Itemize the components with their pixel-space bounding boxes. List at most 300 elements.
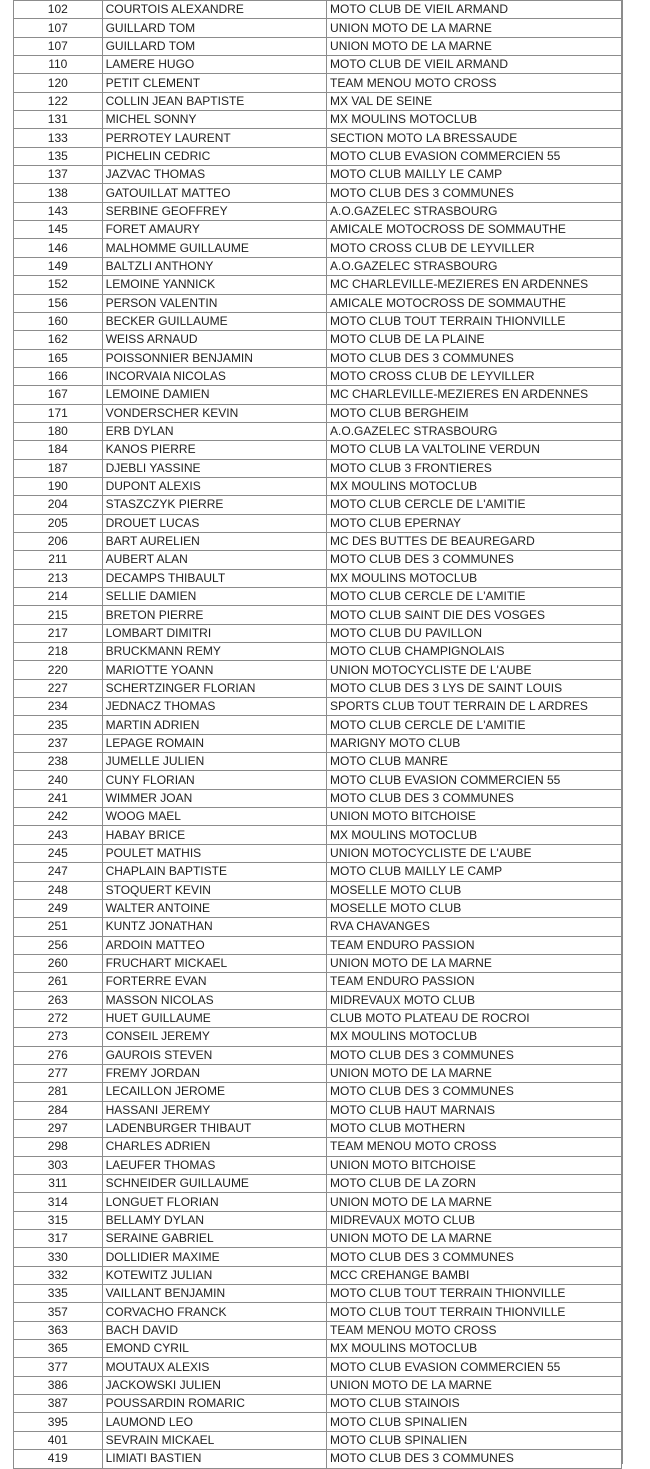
- rider-number-cell: 297: [14, 1119, 103, 1137]
- rider-name-cell: BACH DAVID: [102, 1321, 326, 1339]
- rider-number-cell: 213: [14, 569, 103, 587]
- rider-name-cell: BELLAMY DYLAN: [102, 1211, 326, 1229]
- rider-name-cell: ARDOIN MATTEO: [102, 936, 326, 954]
- rider-name-cell: MASSON NICOLAS: [102, 991, 326, 1009]
- table-row: [14, 129, 622, 147]
- rider-number-cell: 165: [14, 349, 103, 367]
- table-row: [14, 221, 622, 239]
- table-row: [14, 1156, 622, 1174]
- rider-number-cell: 395: [14, 1413, 103, 1431]
- rider-number-cell: 317: [14, 1230, 103, 1248]
- rider-club-cell: MOTO CLUB DES 3 COMMUNES: [327, 789, 622, 807]
- rider-club-cell: MOTO CLUB TOUT TERRAIN THIONVILLE: [327, 1285, 622, 1303]
- rider-number-cell: 180: [14, 422, 103, 440]
- rider-club-cell: TEAM MENOU MOTO CROSS: [327, 1321, 622, 1339]
- rider-club-cell: MX MOULINS MOTOCLUB: [327, 826, 622, 844]
- rider-name-cell: WOOG MAEL: [102, 808, 326, 826]
- rider-name-cell: JUMELLE JULIEN: [102, 753, 326, 771]
- rider-name-cell: SERAINE GABRIEL: [102, 1230, 326, 1248]
- rider-club-cell: MOTO CLUB DES 3 COMMUNES: [327, 551, 622, 569]
- rider-number-cell: 110: [14, 56, 103, 74]
- rider-club-cell: MOTO CLUB DES 3 COMMUNES: [327, 1450, 622, 1468]
- rider-number-cell: 107: [14, 37, 103, 55]
- rider-name-cell: LEMOINE DAMIEN: [102, 386, 326, 404]
- rider-club-cell: SECTION MOTO LA BRESSAUDE: [327, 129, 622, 147]
- rider-number-cell: 138: [14, 184, 103, 202]
- rider-number-cell: 303: [14, 1156, 103, 1174]
- rider-name-cell: CONSEIL JEREMY: [102, 1028, 326, 1046]
- rider-name-cell: JEDNACZ THOMAS: [102, 698, 326, 716]
- rider-name-cell: GATOUILLAT MATTEO: [102, 184, 326, 202]
- rider-name-cell: PETIT CLEMENT: [102, 74, 326, 92]
- rider-club-cell: MOSELLE MOTO CLUB: [327, 881, 622, 899]
- rider-club-cell: MOTO CLUB DE VIEIL ARMAND: [327, 1, 622, 19]
- table-row: [14, 349, 622, 367]
- rider-number-cell: 167: [14, 386, 103, 404]
- rider-name-cell: FREMY JORDAN: [102, 1064, 326, 1082]
- rider-name-cell: SERBINE GEOFFREY: [102, 202, 326, 220]
- rider-number-cell: 273: [14, 1028, 103, 1046]
- rider-name-cell: KOTEWITZ JULIAN: [102, 1266, 326, 1284]
- rider-name-cell: PERSON VALENTIN: [102, 294, 326, 312]
- rider-name-cell: ERB DYLAN: [102, 422, 326, 440]
- table-row: [14, 643, 622, 661]
- rider-name-cell: SEVRAIN MICKAEL: [102, 1431, 326, 1449]
- rider-name-cell: CHARLES ADRIEN: [102, 1138, 326, 1156]
- rider-number-cell: 298: [14, 1138, 103, 1156]
- rider-club-cell: MOTO CLUB BERGHEIM: [327, 404, 622, 422]
- table-row: [14, 808, 622, 826]
- rider-number-cell: 237: [14, 734, 103, 752]
- table-row: [14, 1101, 622, 1119]
- table-row: [14, 1450, 622, 1468]
- table-row: [14, 661, 622, 679]
- rider-number-cell: 311: [14, 1175, 103, 1193]
- rider-name-cell: INCORVAIA NICOLAS: [102, 367, 326, 385]
- table-row: [14, 1230, 622, 1248]
- rider-name-cell: WALTER ANTOINE: [102, 899, 326, 917]
- rider-name-cell: DECAMPS THIBAULT: [102, 569, 326, 587]
- table-row: [14, 1395, 622, 1413]
- rider-name-cell: FORET AMAURY: [102, 221, 326, 239]
- rider-club-cell: MX MOULINS MOTOCLUB: [327, 1340, 622, 1358]
- table-row: [14, 1431, 622, 1449]
- table-row: [14, 1248, 622, 1266]
- rider-name-cell: KUNTZ JONATHAN: [102, 918, 326, 936]
- table-row: [14, 1358, 622, 1376]
- rider-number-cell: 149: [14, 257, 103, 275]
- rider-number-cell: 243: [14, 826, 103, 844]
- rider-number-cell: 205: [14, 514, 103, 532]
- rider-club-cell: MOTO CLUB DES 3 LYS DE SAINT LOUIS: [327, 679, 622, 697]
- table-row: [14, 954, 622, 972]
- rider-club-cell: MOTO CLUB MAILLY LE CAMP: [327, 863, 622, 881]
- table-row: [14, 1376, 622, 1394]
- rider-club-cell: MOTO CLUB DES 3 COMMUNES: [327, 349, 622, 367]
- rider-name-cell: PERROTEY LAURENT: [102, 129, 326, 147]
- rider-number-cell: 234: [14, 698, 103, 716]
- rider-club-cell: UNION MOTOCYCLISTE DE L'AUBE: [327, 844, 622, 862]
- rider-name-cell: VAILLANT BENJAMIN: [102, 1285, 326, 1303]
- table-row: [14, 569, 622, 587]
- rider-number-cell: 377: [14, 1358, 103, 1376]
- rider-club-cell: MX VAL DE SEINE: [327, 92, 622, 110]
- rider-number-cell: 215: [14, 606, 103, 624]
- rider-club-cell: MOTO CLUB DU PAVILLON: [327, 624, 622, 642]
- rider-name-cell: SELLIE DAMIEN: [102, 588, 326, 606]
- rider-club-cell: MC CHARLEVILLE-MEZIERES EN ARDENNES: [327, 276, 622, 294]
- rider-club-cell: MOTO CLUB SAINT DIE DES VOSGES: [327, 606, 622, 624]
- rider-club-cell: MOTO CLUB HAUT MARNAIS: [327, 1101, 622, 1119]
- rider-club-cell: MOTO CLUB DES 3 COMMUNES: [327, 184, 622, 202]
- rider-name-cell: LEMOINE YANNICK: [102, 276, 326, 294]
- rider-club-cell: MIDREVAUX MOTO CLUB: [327, 1211, 622, 1229]
- rider-club-cell: MOTO CLUB MOTHERN: [327, 1119, 622, 1137]
- table-row: [14, 1119, 622, 1137]
- rider-number-cell: 387: [14, 1395, 103, 1413]
- table-row: [14, 19, 622, 37]
- rider-number-cell: 315: [14, 1211, 103, 1229]
- rider-name-cell: HABAY BRICE: [102, 826, 326, 844]
- rider-name-cell: BRUCKMANN REMY: [102, 643, 326, 661]
- rider-name-cell: AUBERT ALAN: [102, 551, 326, 569]
- rider-number-cell: 260: [14, 954, 103, 972]
- rider-number-cell: 218: [14, 643, 103, 661]
- rider-number-cell: 107: [14, 19, 103, 37]
- table-row: [14, 588, 622, 606]
- rider-number-cell: 248: [14, 881, 103, 899]
- rider-club-cell: MOTO CLUB 3 FRONTIERES: [327, 459, 622, 477]
- rider-name-cell: SCHERTZINGER FLORIAN: [102, 679, 326, 697]
- rider-number-cell: 284: [14, 1101, 103, 1119]
- table-row: [14, 1303, 622, 1321]
- table-row: [14, 753, 622, 771]
- rider-club-cell: MOTO CLUB CHAMPIGNOLAIS: [327, 643, 622, 661]
- table-row: [14, 111, 622, 129]
- rider-number-cell: 235: [14, 716, 103, 734]
- table-row: [14, 37, 622, 55]
- rider-number-cell: 102: [14, 1, 103, 19]
- rider-name-cell: LECAILLON JEROME: [102, 1083, 326, 1101]
- rider-name-cell: LIMIATI BASTIEN: [102, 1450, 326, 1468]
- rider-club-cell: MOTO CLUB DES 3 COMMUNES: [327, 1046, 622, 1064]
- table-row: [14, 239, 622, 257]
- rider-name-cell: LEPAGE ROMAIN: [102, 734, 326, 752]
- rider-name-cell: CHAPLAIN BAPTISTE: [102, 863, 326, 881]
- table-row: [14, 459, 622, 477]
- rider-name-cell: FRUCHART MICKAEL: [102, 954, 326, 972]
- table-row: [14, 1064, 622, 1082]
- rider-name-cell: COLLIN JEAN BAPTISTE: [102, 92, 326, 110]
- table-row: [14, 312, 622, 330]
- table-row: [14, 551, 622, 569]
- table-row: [14, 716, 622, 734]
- table-row: [14, 1175, 622, 1193]
- table-row: [14, 1285, 622, 1303]
- rider-number-cell: 419: [14, 1450, 103, 1468]
- rider-name-cell: BRETON PIERRE: [102, 606, 326, 624]
- rider-name-cell: DROUET LUCAS: [102, 514, 326, 532]
- rider-number-cell: 241: [14, 789, 103, 807]
- rider-club-cell: MX MOULINS MOTOCLUB: [327, 569, 622, 587]
- rider-number-cell: 245: [14, 844, 103, 862]
- table-row: [14, 514, 622, 532]
- table-row: [14, 184, 622, 202]
- table-row: [14, 276, 622, 294]
- table-row: [14, 789, 622, 807]
- rider-club-cell: MOTO CLUB STAINOIS: [327, 1395, 622, 1413]
- rider-name-cell: WIMMER JOAN: [102, 789, 326, 807]
- rider-club-cell: MOTO CLUB EPERNAY: [327, 514, 622, 532]
- rider-club-cell: MOTO CLUB DES 3 COMMUNES: [327, 1248, 622, 1266]
- rider-club-cell: UNION MOTO DE LA MARNE: [327, 954, 622, 972]
- rider-name-cell: CUNY FLORIAN: [102, 771, 326, 789]
- table-row: [14, 734, 622, 752]
- table-row: [14, 844, 622, 862]
- table-row: [14, 331, 622, 349]
- rider-name-cell: HASSANI JEREMY: [102, 1101, 326, 1119]
- rider-number-cell: 277: [14, 1064, 103, 1082]
- rider-number-cell: 240: [14, 771, 103, 789]
- rider-club-cell: TEAM MENOU MOTO CROSS: [327, 1138, 622, 1156]
- table-row: [14, 496, 622, 514]
- rider-number-cell: 122: [14, 92, 103, 110]
- rider-name-cell: BECKER GUILLAUME: [102, 312, 326, 330]
- rider-name-cell: LAEUFER THOMAS: [102, 1156, 326, 1174]
- rider-number-cell: 131: [14, 111, 103, 129]
- table-row: [14, 918, 622, 936]
- rider-name-cell: LADENBURGER THIBAUT: [102, 1119, 326, 1137]
- rider-number-cell: 187: [14, 459, 103, 477]
- rider-number-cell: 190: [14, 477, 103, 495]
- rider-number-cell: 363: [14, 1321, 103, 1339]
- rider-name-cell: JACKOWSKI JULIEN: [102, 1376, 326, 1394]
- rider-club-cell: MOTO CLUB DES 3 COMMUNES: [327, 1083, 622, 1101]
- rider-number-cell: 314: [14, 1193, 103, 1211]
- table-row: [14, 1413, 622, 1431]
- rider-number-cell: 256: [14, 936, 103, 954]
- rider-number-cell: 401: [14, 1431, 103, 1449]
- rider-name-cell: PICHELIN CEDRIC: [102, 147, 326, 165]
- rider-club-cell: MX MOULINS MOTOCLUB: [327, 111, 622, 129]
- rider-club-cell: MOTO CLUB CERCLE DE L'AMITIE: [327, 496, 622, 514]
- rider-name-cell: POUSSARDIN ROMARIC: [102, 1395, 326, 1413]
- table-row: [14, 441, 622, 459]
- table-row: [14, 899, 622, 917]
- rider-number-cell: 133: [14, 129, 103, 147]
- table-row: [14, 973, 622, 991]
- rider-name-cell: MALHOMME GUILLAUME: [102, 239, 326, 257]
- rider-name-cell: HUET GUILLAUME: [102, 1009, 326, 1027]
- rider-club-cell: A.O.GAZELEC STRASBOURG: [327, 422, 622, 440]
- rider-club-cell: MX MOULINS MOTOCLUB: [327, 1028, 622, 1046]
- rider-club-cell: SPORTS CLUB TOUT TERRAIN DE L ARDRES: [327, 698, 622, 716]
- table-row: [14, 1009, 622, 1027]
- rider-name-cell: CORVACHO FRANCK: [102, 1303, 326, 1321]
- rider-number-cell: 220: [14, 661, 103, 679]
- rider-club-cell: MC DES BUTTES DE BEAUREGARD: [327, 532, 622, 550]
- rider-number-cell: 386: [14, 1376, 103, 1394]
- table-row: [14, 386, 622, 404]
- rider-name-cell: DUPONT ALEXIS: [102, 477, 326, 495]
- riders-table: [13, 0, 622, 1469]
- table-row: [14, 294, 622, 312]
- rider-club-cell: MOTO CROSS CLUB DE LEYVILLER: [327, 239, 622, 257]
- rider-name-cell: BART AURELIEN: [102, 532, 326, 550]
- table-row: [14, 147, 622, 165]
- rider-name-cell: GUILLARD TOM: [102, 19, 326, 37]
- rider-club-cell: UNION MOTO DE LA MARNE: [327, 1230, 622, 1248]
- rider-club-cell: MOTO CLUB TOUT TERRAIN THIONVILLE: [327, 312, 622, 330]
- rider-name-cell: GUILLARD TOM: [102, 37, 326, 55]
- rider-number-cell: 272: [14, 1009, 103, 1027]
- rider-club-cell: MOTO CLUB CERCLE DE L'AMITIE: [327, 588, 622, 606]
- rider-name-cell: DJEBLI YASSINE: [102, 459, 326, 477]
- rider-number-cell: 238: [14, 753, 103, 771]
- rider-club-cell: TEAM ENDURO PASSION: [327, 936, 622, 954]
- rider-name-cell: BALTZLI ANTHONY: [102, 257, 326, 275]
- rider-club-cell: MOTO CLUB SPINALIEN: [327, 1431, 622, 1449]
- rider-club-cell: MOTO CLUB DE VIEIL ARMAND: [327, 56, 622, 74]
- rider-club-cell: MIDREVAUX MOTO CLUB: [327, 991, 622, 1009]
- rider-name-cell: COURTOIS ALEXANDRE: [102, 1, 326, 19]
- table-row: [14, 367, 622, 385]
- rider-club-cell: UNION MOTO DE LA MARNE: [327, 37, 622, 55]
- table-row: [14, 606, 622, 624]
- table-row: [14, 532, 622, 550]
- rider-number-cell: 184: [14, 441, 103, 459]
- table-row: [14, 257, 622, 275]
- rider-number-cell: 146: [14, 239, 103, 257]
- rider-name-cell: STASZCZYK PIERRE: [102, 496, 326, 514]
- rider-name-cell: MICHEL SONNY: [102, 111, 326, 129]
- table-row: [14, 166, 622, 184]
- rider-name-cell: KANOS PIERRE: [102, 441, 326, 459]
- table-row: [14, 1, 622, 19]
- table-row: [14, 698, 622, 716]
- rider-club-cell: AMICALE MOTOCROSS DE SOMMAUTHE: [327, 221, 622, 239]
- rider-number-cell: 251: [14, 918, 103, 936]
- rider-name-cell: SCHNEIDER GUILLAUME: [102, 1175, 326, 1193]
- rider-number-cell: 357: [14, 1303, 103, 1321]
- table-row: [14, 202, 622, 220]
- rider-name-cell: WEISS ARNAUD: [102, 331, 326, 349]
- rider-name-cell: POISSONNIER BENJAMIN: [102, 349, 326, 367]
- rider-number-cell: 156: [14, 294, 103, 312]
- rider-club-cell: MOTO CLUB TOUT TERRAIN THIONVILLE: [327, 1303, 622, 1321]
- rider-number-cell: 137: [14, 166, 103, 184]
- rider-club-cell: MOTO CLUB DE LA ZORN: [327, 1175, 622, 1193]
- rider-club-cell: UNION MOTO DE LA MARNE: [327, 1064, 622, 1082]
- rider-number-cell: 204: [14, 496, 103, 514]
- rider-name-cell: MARTIN ADRIEN: [102, 716, 326, 734]
- rider-club-cell: MOTO CLUB LA VALTOLINE VERDUN: [327, 441, 622, 459]
- rider-number-cell: 214: [14, 588, 103, 606]
- table-row: [14, 991, 622, 1009]
- rider-club-cell: MX MOULINS MOTOCLUB: [327, 477, 622, 495]
- rider-club-cell: UNION MOTO DE LA MARNE: [327, 1376, 622, 1394]
- rider-club-cell: MOTO CLUB DE LA PLAINE: [327, 331, 622, 349]
- rider-number-cell: 211: [14, 551, 103, 569]
- rider-number-cell: 171: [14, 404, 103, 422]
- rider-club-cell: AMICALE MOTOCROSS DE SOMMAUTHE: [327, 294, 622, 312]
- rider-club-cell: MOTO CLUB EVASION COMMERCIEN 55: [327, 771, 622, 789]
- rider-name-cell: MOUTAUX ALEXIS: [102, 1358, 326, 1376]
- rider-club-cell: MARIGNY MOTO CLUB: [327, 734, 622, 752]
- rider-club-cell: MOTO CLUB MAILLY LE CAMP: [327, 166, 622, 184]
- table-row: [14, 422, 622, 440]
- rider-club-cell: MOTO CLUB CERCLE DE L'AMITIE: [327, 716, 622, 734]
- rider-number-cell: 152: [14, 276, 103, 294]
- rider-name-cell: LOMBART DIMITRI: [102, 624, 326, 642]
- rider-club-cell: UNION MOTO BITCHOISE: [327, 808, 622, 826]
- table-row: [14, 936, 622, 954]
- table-row: [14, 1340, 622, 1358]
- rider-number-cell: 365: [14, 1340, 103, 1358]
- rider-club-cell: MOTO CLUB SPINALIEN: [327, 1413, 622, 1431]
- rider-number-cell: 242: [14, 808, 103, 826]
- rider-club-cell: RVA CHAVANGES: [327, 918, 622, 936]
- rider-name-cell: DOLLIDIER MAXIME: [102, 1248, 326, 1266]
- rider-name-cell: MARIOTTE YOANN: [102, 661, 326, 679]
- table-row: [14, 74, 622, 92]
- rider-number-cell: 166: [14, 367, 103, 385]
- table-row: [14, 404, 622, 422]
- table-row: [14, 826, 622, 844]
- rider-name-cell: STOQUERT KEVIN: [102, 881, 326, 899]
- rider-club-cell: MOSELLE MOTO CLUB: [327, 899, 622, 917]
- rider-number-cell: 281: [14, 1083, 103, 1101]
- rider-number-cell: 120: [14, 74, 103, 92]
- table-row: [14, 1321, 622, 1339]
- rider-club-cell: UNION MOTO DE LA MARNE: [327, 19, 622, 37]
- rider-number-cell: 160: [14, 312, 103, 330]
- table-row: [14, 624, 622, 642]
- table-row: [14, 1211, 622, 1229]
- table-row: [14, 1193, 622, 1211]
- table-row: [14, 1266, 622, 1284]
- rider-number-cell: 206: [14, 532, 103, 550]
- rider-club-cell: UNION MOTO DE LA MARNE: [327, 1193, 622, 1211]
- rider-number-cell: 276: [14, 1046, 103, 1064]
- table-row: [14, 477, 622, 495]
- rider-name-cell: JAZVAC THOMAS: [102, 166, 326, 184]
- rider-club-cell: MOTO CLUB MANRE: [327, 753, 622, 771]
- table-row: [14, 863, 622, 881]
- rider-name-cell: EMOND CYRIL: [102, 1340, 326, 1358]
- rider-name-cell: FORTERRE EVAN: [102, 973, 326, 991]
- rider-club-cell: A.O.GAZELEC STRASBOURG: [327, 257, 622, 275]
- rider-name-cell: POULET MATHIS: [102, 844, 326, 862]
- rider-number-cell: 217: [14, 624, 103, 642]
- table-row: [14, 56, 622, 74]
- table-row: [14, 881, 622, 899]
- rider-number-cell: 249: [14, 899, 103, 917]
- rider-name-cell: GAUROIS STEVEN: [102, 1046, 326, 1064]
- rider-number-cell: 135: [14, 147, 103, 165]
- rider-number-cell: 261: [14, 973, 103, 991]
- rider-number-cell: 335: [14, 1285, 103, 1303]
- table-row: [14, 679, 622, 697]
- rider-number-cell: 330: [14, 1248, 103, 1266]
- rider-club-cell: MOTO CROSS CLUB DE LEYVILLER: [327, 367, 622, 385]
- rider-club-cell: TEAM MENOU MOTO CROSS: [327, 74, 622, 92]
- rider-club-cell: MC CHARLEVILLE-MEZIERES EN ARDENNES: [327, 386, 622, 404]
- table-row: [14, 92, 622, 110]
- table-row: [14, 1138, 622, 1156]
- rider-name-cell: LONGUET FLORIAN: [102, 1193, 326, 1211]
- column-divider: [622, 0, 623, 1464]
